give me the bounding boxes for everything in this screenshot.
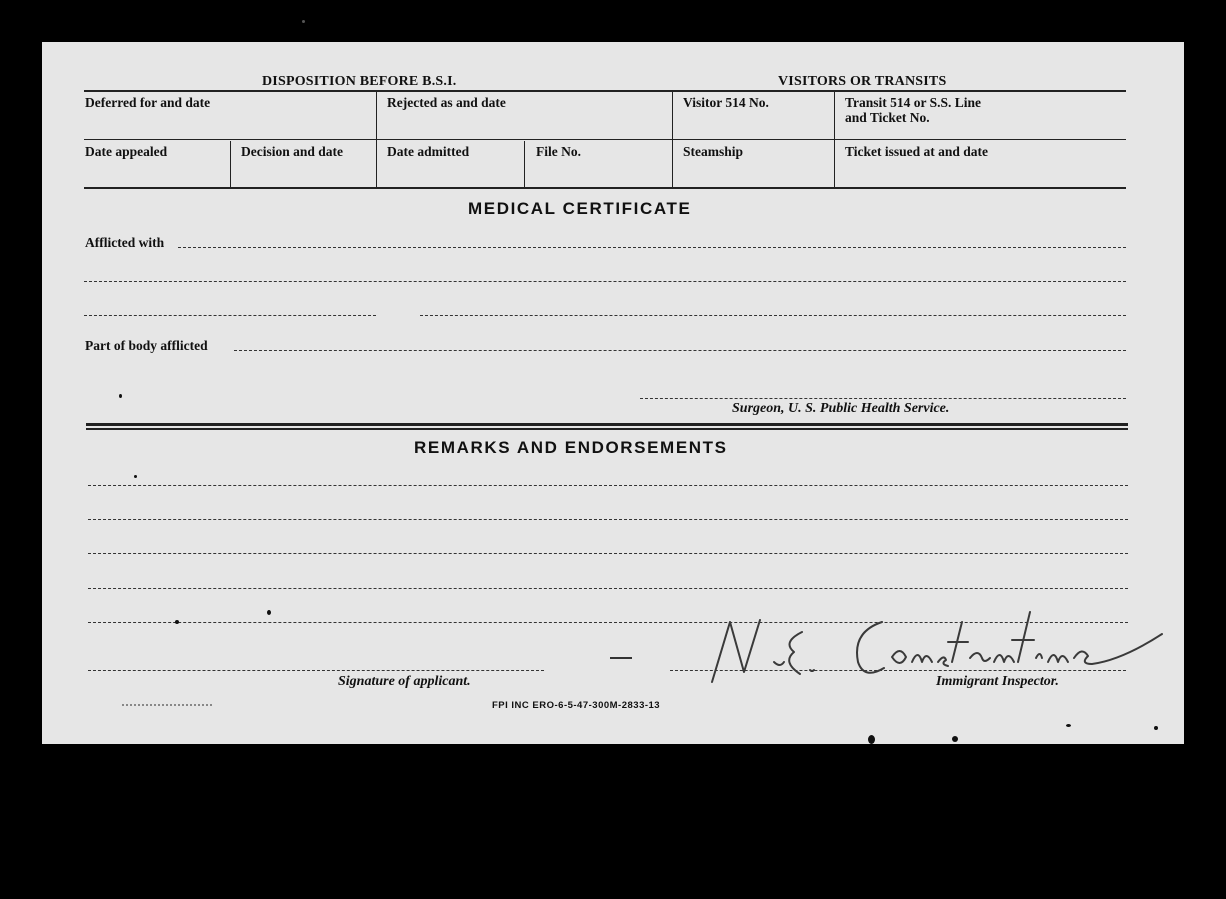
surgeon-signature-line xyxy=(640,398,1126,399)
applicant-signature-line xyxy=(88,670,544,671)
col-divider xyxy=(230,141,231,187)
remarks-line xyxy=(88,588,1128,589)
col-divider xyxy=(524,141,525,187)
remarks-line xyxy=(88,519,1128,520)
col-divider xyxy=(672,92,673,187)
dotted-line xyxy=(84,315,376,316)
inspector-handwritten-signature xyxy=(682,602,1172,692)
col-divider xyxy=(376,92,377,187)
dotted-line xyxy=(420,315,1126,316)
form-card xyxy=(42,42,1184,744)
ink-speck xyxy=(1154,726,1158,730)
steamship-label: Steamship xyxy=(683,144,744,159)
dotted-line xyxy=(84,281,1126,282)
remarks-title: REMARKS AND ENDORSEMENTS xyxy=(414,438,728,457)
double-rule-bottom xyxy=(86,428,1128,430)
remarks-line xyxy=(88,485,1128,486)
afflicted-with-label: Afflicted with xyxy=(85,235,165,250)
file-no-label: File No. xyxy=(536,144,581,159)
surgeon-label: Surgeon, U. S. Public Health Service. xyxy=(732,401,950,416)
date-admitted-label: Date admitted xyxy=(387,144,470,159)
signature-of-applicant-label: Signature of applicant. xyxy=(338,674,471,689)
visitor-label: Visitor 514 No. xyxy=(683,95,769,110)
ink-speck xyxy=(267,610,271,615)
disposition-title: DISPOSITION BEFORE B.S.I. xyxy=(262,74,457,89)
immigrant-inspector-label: Immigrant Inspector. xyxy=(936,674,1059,689)
decision-label: Decision and date xyxy=(241,144,344,159)
ink-speck xyxy=(119,394,122,398)
ink-speck xyxy=(868,735,875,744)
transit-label-line1: Transit 514 or S.S. Line xyxy=(845,95,982,110)
ink-speck xyxy=(952,736,958,742)
visitors-title: VISITORS OR TRANSITS xyxy=(778,74,947,89)
dotted-line xyxy=(178,247,1126,248)
double-rule-top xyxy=(86,423,1128,426)
ink-speck xyxy=(1066,724,1071,727)
ticket-issued-label: Ticket issued at and date xyxy=(845,144,989,159)
remarks-line xyxy=(88,553,1128,554)
medical-certificate-title: MEDICAL CERTIFICATE xyxy=(468,199,692,218)
print-code: FPI INC ERO-6-5-47-300M-2833-13 xyxy=(492,700,661,711)
col-divider xyxy=(834,92,835,187)
background-speck xyxy=(302,20,305,23)
date-appealed-label: Date appealed xyxy=(85,144,168,159)
deferred-label: Deferred for and date xyxy=(85,95,211,110)
transit-label-line2: and Ticket No. xyxy=(845,110,930,125)
part-of-body-label: Part of body afflicted xyxy=(85,338,208,353)
ink-speck xyxy=(134,475,137,478)
top-rule xyxy=(84,90,1126,92)
row-divider-2 xyxy=(84,187,1126,189)
dotted-line xyxy=(234,350,1126,351)
ink-speck xyxy=(175,620,179,624)
ink-dash xyxy=(610,657,632,659)
row-divider-1 xyxy=(84,139,1126,140)
rejected-label: Rejected as and date xyxy=(387,95,506,110)
faint-mark xyxy=(122,704,212,708)
